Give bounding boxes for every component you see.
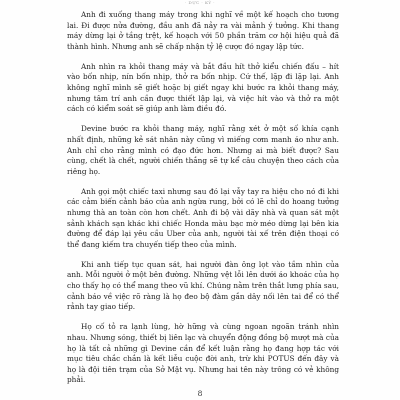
page-text-body [67, 10, 339, 395]
page-number: 8 [197, 389, 203, 398]
paragraph: Devine bước ra khỏi thang máy, nghĩ rằng xét ở một số khía cạnh nhất định, những kẻ sát nhân này cũng vì miếng cơm manh áo như anh. Anh chỉ cho rằng mình có đạo đức hơn. Nhưng ai mà biết được? Sau cùng, chết là chết, người chiến thắng sẽ tự kể câu chuyện theo cách của riêng họ. [67, 124, 339, 176]
paragraph: Anh gọi một chiếc taxi nhưng sau đó lại vẫy tay ra hiệu cho nó đi khi các cảm biến cảnh báo của anh ngừa rung, bởi có lẽ chỉ do hoang tưởng nhưng thà an toàn còn hơn chết. Anh đi bộ vài dãy nhà và quan sát một sảnh khách sạn khác khi chiếc Honda màu bạc mờ méo dừng lại bên kia đường để đáp lại yêu cầu Uber của anh, người tài xế trên điện thoại có thể đang kiếm tra chuyến tiếp theo của mình. [67, 186, 339, 249]
paragraph: Khi anh tiếp tục quan sát, hai người đàn ông lọt vào tầm nhìn của anh. Mỗi người ở một bên đường. Những vệt lỗi lên dưới áo khoác của họ cho thấy họ có thể mang theo vũ khí. Chúng nằm trên thắt lưng phía sau, cảnh báo về việc rõ ràng là họ đeo bộ đàm gắn dây nối lên tai để có thể rảnh tay giao tiếp. [67, 259, 339, 312]
paragraph: Anh nhìn ra khỏi thang máy và bắt đầu hít thở kiểu chiến đấu – hít vào bốn nhịp, nín bốn nhịp, thở ra bốn nhịp. Cứ thế, lặp đi lặp lại. Anh không nghĩ mình sẽ giết hoặc bị giết ngay khi bước ra khỏi thang máy, nhưng tâm trí anh cần được thiết lập lại, và việc hít vào và thở ra một cách có kiểm soát sẽ giúp anh làm điều đó. [67, 61, 339, 114]
paragraph: Anh đi xuống thang máy trong khi nghĩ về một kế hoạch cho tương lai. Đi được nửa đường, đầu anh đã nảy ra vài mảnh ý tưởng. Khi thang máy dừng lại ở tầng trệt, kế hoạch với 50 phần trăm cơ hội hiệu quả đã thành hình. Nhưng anh sẽ chấp nhận tỷ lệ cược đó ngay lập tức. [67, 10, 339, 51]
paragraph: Họ cố tỏ ra lạnh lùng, hờ hững và cùng ngoan ngoãn tránh nhìn nhau. Nhưng sóng, thiết bị liên lạc và chuyển động đồng bộ mượt mà của họ là tất cả những gì Devine cần để kết luận rằng họ đang hợp tác với mục tiêu chắc chắn là kết liễu cuộc đời anh, trừ khi POTUS đến đây và họ là đội tiên trạm của Sở Mật vụ. Nhưng hai tên này trông có vẻ không phải. [67, 322, 339, 385]
running-header: · DỰC · KÝ · [184, 0, 216, 5]
